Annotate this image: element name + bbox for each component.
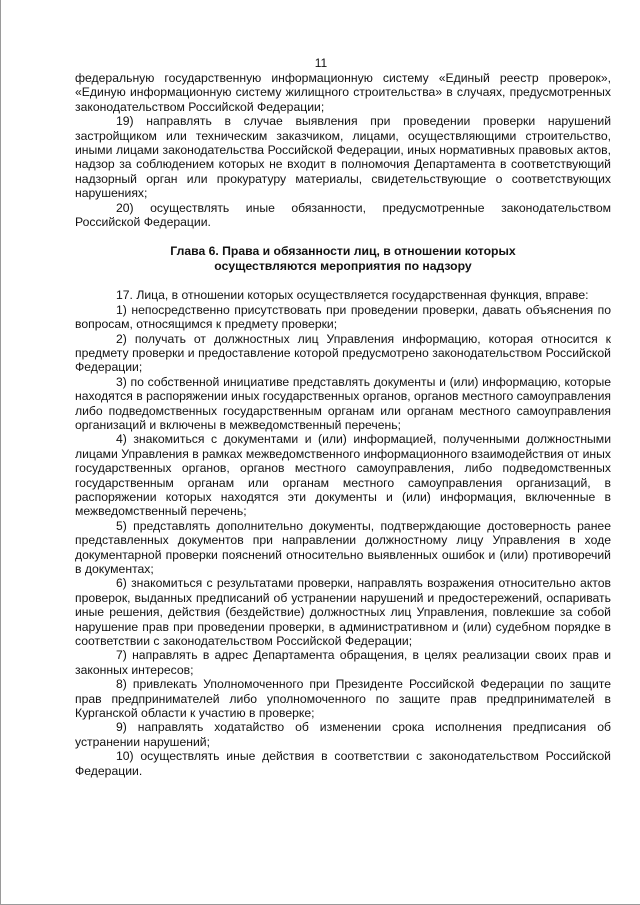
paragraph-right-5: 5) представлять дополнительно документы, подтверждающие достоверность ранее представленных документов при направлении должностному лицу Управления в ходе документарной проверки пояснений относительно выявленных ошибок и (или) противоречий в документах;: [75, 518, 611, 576]
paragraph-right-4: 4) знакомиться с документами и (или) информацией, полученными должностными лицами Управления в рамках межведомственного информационного взаимодействия от иных государственных органов, органов местного самоуправления, либо подведомственных государственным органам или органам местного самоуправления организаций, в распоряжении которых находятся эти документы и (или) информация, включенные в межведомственный перечень;: [75, 432, 611, 519]
chapter-heading-line-2: осуществляются мероприятия по надзору: [214, 258, 472, 273]
paragraph-continuation: федеральную государственную информационную систему «Единый реестр проверок», «Единую информационную систему жилищного строительства» в случаях, предусмотренных законодательством Российской Федерации;: [75, 71, 611, 114]
paragraph-item-19: 19) направлять в случае выявления при проведении проверки нарушений застройщиком или техническим заказчиком, лицами, осуществляющими строительство, иными лицами законодательства Российской Федерации, иных нормативных правовых актов, надзор за соблюдением которых не входит в полномочия Департамента в соответствующий надзорный орган или прокуратуру материалы, свидетельствующие о соответствующих нарушениях;: [75, 114, 611, 201]
paragraph-right-10: 10) осуществлять иные действия в соответствии с законодательством Российской Федерации.: [75, 749, 611, 778]
paragraph-right-2: 2) получать от должностных лиц Управления информацию, которая относится к предмету проверки и предоставление которой предусмотрено законодательством Российской Федерации;: [75, 331, 611, 375]
page-number: 11: [314, 56, 328, 70]
chapter-heading: [75, 244, 611, 273]
chapter-heading-line-1: Глава 6. Права и обязанности лиц, в отношении которых: [170, 244, 516, 259]
paragraph-right-3: 3) по собственной инициативе представлять документы и (или) информацию, которые находятся в распоряжении иных государственных органов, органов местного самоуправления либо подведомственных государственным органам или органам местного самоуправления организаций и включены в межведомственный перечень;: [75, 374, 611, 432]
paragraph-clause-17: 17. Лица, в отношении которых осуществляется государственная функция, вправе:: [116, 288, 589, 303]
paragraph-right-7: 7) направлять в адрес Департамента обращения, в целях реализации своих прав и законных интересов;: [75, 648, 611, 677]
paragraph-item-20: 20) осуществлять иные обязанности, предусмотренные законодательством Российской Федерации.: [75, 200, 611, 230]
paragraph-right-9: 9) направлять ходатайство об изменении срока исполнения предписания об устранении нарушений;: [75, 720, 611, 749]
document-body: [75, 71, 611, 778]
paragraph-right-8: 8) привлекать Уполномоченного при Президенте Российской Федерации по защите прав предпринимателей либо уполномоченного по защите прав предпринимателей в Курганской области к участию в проверке;: [75, 677, 611, 721]
paragraph-right-1: 1) непосредственно присутствовать при проведении проверки, давать объяснения по вопросам, относящимся к предмету проверки;: [75, 302, 611, 332]
paragraph-right-6: 6) знакомиться с результатами проверки, направлять возражения относительно актов проверок, выданных предписаний об устранении нарушений и предостережений, оспаривать иные решения, действия (бездействие) должностных лиц Управления, повлекшие за собой нарушение прав при проведении проверки, в административном и (или) судебном порядке в соответствии с законодательством Российской Федерации;: [75, 576, 611, 649]
